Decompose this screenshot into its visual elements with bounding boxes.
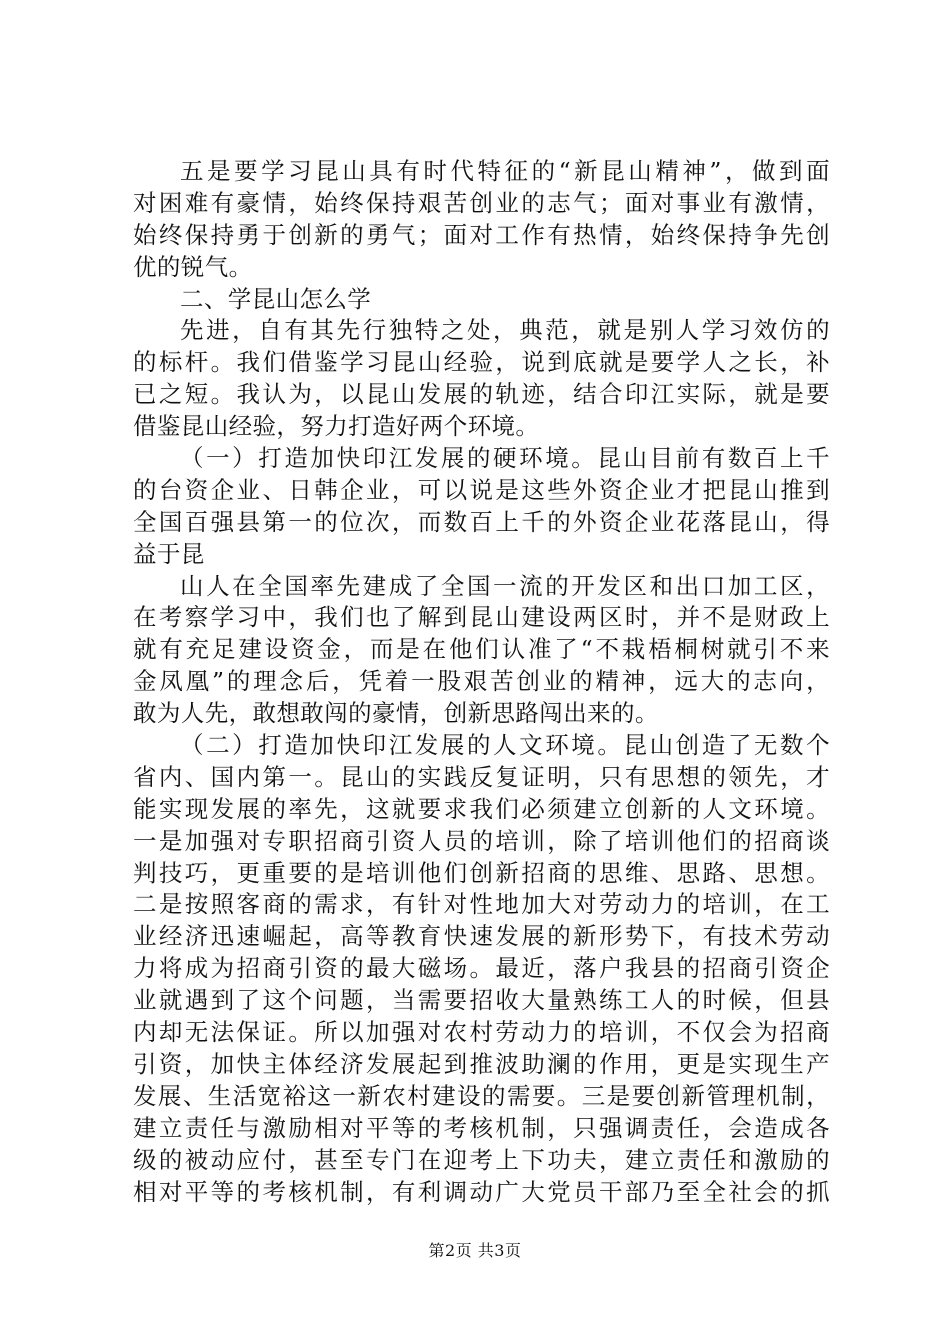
paragraph-line: 省内、国内第一。昆山的实践反复证明，只有思想的领先，才 [133, 762, 830, 791]
page-footer: 第2页 共3页 [428, 1241, 522, 1260]
paragraph-line: 全国百强县第一的位次，而数百上千的外资企业花落昆山，得 [133, 507, 830, 536]
paragraph-line: 在考察学习中，我们也了解到昆山建设两区时，并不是财政上 [133, 603, 830, 632]
paragraph-line: 判技巧，更重要的是培训他们创新招商的思维、思路、思想。 [133, 858, 830, 887]
paragraph-line: 对困难有豪情，始终保持艰苦创业的志气；面对事业有激情， [133, 188, 830, 217]
paragraph-line: 就有充足建设资金，而是在他们认准了“不栽梧桐树就引不来 [133, 635, 830, 664]
paragraph-line: 能实现发展的率先，这就要求我们必须建立创新的人文环境。 [133, 794, 830, 823]
paragraph-line: 先进，自有其先行独特之处，典范，就是别人学习效仿的 [180, 316, 830, 345]
body-text [133, 156, 830, 1208]
subsection-line: （二）打造加快印江发展的人文环境。昆山创造了无数个 [180, 731, 830, 760]
paragraph-line: 力将成为招商引资的最大磁场。最近，落户我县的招商引资企 [133, 954, 830, 983]
subsection-line: （一）打造加快印江发展的硬环境。昆山目前有数百上千 [180, 444, 830, 473]
paragraph-line: 建立责任与激励相对平等的考核机制，只强调责任，会造成各 [133, 1113, 830, 1142]
paragraph-line: 已之短。我认为，以昆山发展的轨迹，结合印江实际，就是要 [133, 380, 830, 409]
paragraph-line: 五是要学习昆山具有时代特征的“新昆山精神”，做到面 [180, 157, 830, 185]
paragraph-line: 二是按照客商的需求，有针对性地加大对劳动力的培训，在工 [133, 890, 830, 919]
paragraph-line: 借鉴昆山经验，努力打造好两个环境。 [133, 412, 540, 441]
paragraph-line: 业就遇到了这个问题，当需要招收大量熟练工人的时候，但县 [133, 986, 830, 1015]
paragraph-line: 金凤凰”的理念后，凭着一股艰苦创业的精神，远大的志向， [133, 667, 830, 696]
paragraph-line: 益于昆 [133, 539, 205, 568]
paragraph-line: 始终保持勇于创新的勇气；面对工作有热情，始终保持争先创 [133, 220, 830, 249]
paragraph-line: 一是加强对专职招商引资人员的培训，除了培训他们的招商谈 [133, 826, 830, 855]
paragraph-line: 级的被动应付，甚至专门在迎考上下功夫，建立责任和激励的 [133, 1145, 830, 1174]
paragraph-line: 山人在全国率先建成了全国一流的开发区和出口加工区， [180, 571, 830, 600]
paragraph-line: 的标杆。我们借鉴学习昆山经验，说到底就是要学人之长，补 [133, 348, 830, 377]
paragraph-line: 相对平等的考核机制，有利调动广大党员干部乃至全社会的抓 [133, 1177, 830, 1206]
section-heading: 二、学昆山怎么学 [180, 284, 372, 313]
paragraph-line: 内却无法保证。所以加强对农村劳动力的培训，不仅会为招商 [133, 1018, 830, 1047]
paragraph-line: 优的锐气。 [133, 252, 253, 281]
paragraph-line: 敢为人先，敢想敢闯的豪情，创新思路闯出来的。 [133, 699, 659, 728]
paragraph-line: 的台资企业、日韩企业，可以说是这些外资企业才把昆山推到 [133, 475, 830, 504]
paragraph-line: 业经济迅速崛起，高等教育快速发展的新形势下，有技术劳动 [133, 922, 830, 951]
paragraph-line: 引资，加快主体经济发展起到推波助澜的作用，更是实现生产 [133, 1049, 830, 1078]
paragraph-line: 发展、生活宽裕这一新农村建设的需要。三是要创新管理机制， [133, 1081, 830, 1110]
